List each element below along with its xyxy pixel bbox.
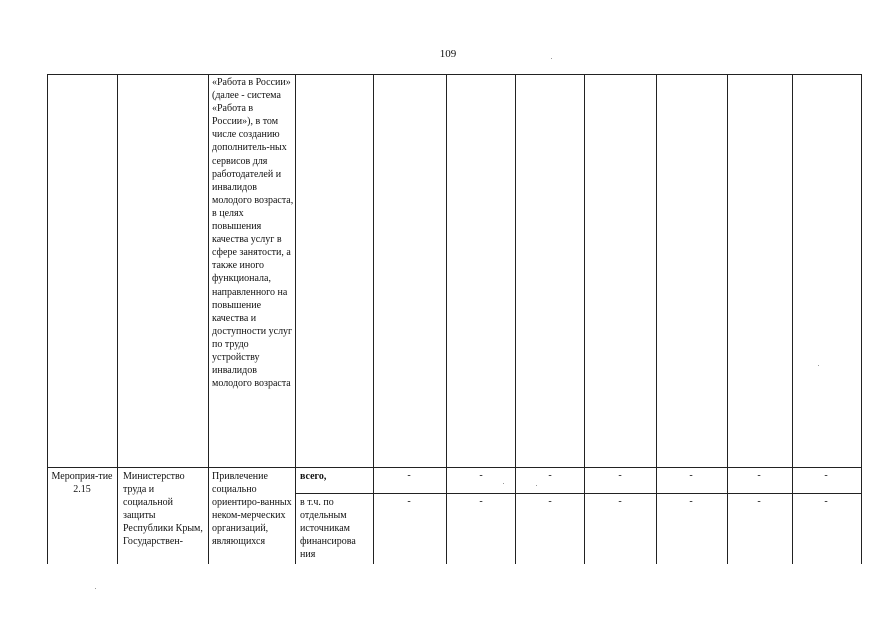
scan-speck — [503, 483, 504, 484]
value-cell: - — [757, 496, 761, 507]
scan-speck — [818, 365, 819, 366]
column-border — [584, 74, 585, 564]
column-border — [727, 74, 728, 564]
column-border — [208, 74, 209, 564]
value-cell: - — [479, 496, 483, 507]
value-cell: - — [689, 496, 693, 507]
measure-executor: Министерство труда и социальной защиты Республики Крым, Государствен- — [123, 471, 203, 548]
value-cell: - — [757, 470, 761, 481]
subrow-divider — [295, 493, 862, 494]
value-cell: - — [548, 496, 552, 507]
scan-speck — [95, 588, 96, 589]
table-top-border — [47, 74, 862, 75]
value-cell: - — [824, 470, 828, 481]
scan-speck — [536, 485, 537, 486]
column-border — [295, 74, 296, 564]
column-border — [47, 74, 48, 564]
column-border — [446, 74, 447, 564]
continuation-description: «Работа в России» (далее - система «Работа в России»), в том числе созданию дополнитель-ных сервисов для работодателей и инвалидов молодого возраста, в целях повышения качества услуг в сфере занятости, а также иного функционала, направленного на повышение качества и доступности услуг по трудо устройству инвалидов молодого возраста — [212, 77, 294, 390]
column-border — [656, 74, 657, 564]
page-number: 109 — [439, 48, 457, 60]
measure-description: Привлечение социально ориентиро-ванных неком-мерческих организаций, являющихся — [212, 471, 292, 548]
funding-source-breakdown: в т.ч. по отдельным источникам финансирова ния — [300, 497, 356, 561]
value-cell: - — [618, 496, 622, 507]
column-border — [117, 74, 118, 564]
row-divider — [47, 467, 862, 468]
scan-speck — [551, 58, 552, 59]
value-cell: - — [618, 470, 622, 481]
value-cell: - — [479, 470, 483, 481]
value-cell: - — [407, 496, 411, 507]
value-cell: - — [689, 470, 693, 481]
column-border — [515, 74, 516, 564]
column-border — [792, 74, 793, 564]
column-border — [373, 74, 374, 564]
value-cell: - — [548, 470, 552, 481]
funding-source-total: всего, — [300, 471, 327, 482]
measure-number: Мероприя-тие 2.15 — [51, 471, 113, 496]
value-cell: - — [824, 496, 828, 507]
column-border — [861, 74, 862, 564]
value-cell: - — [407, 470, 411, 481]
